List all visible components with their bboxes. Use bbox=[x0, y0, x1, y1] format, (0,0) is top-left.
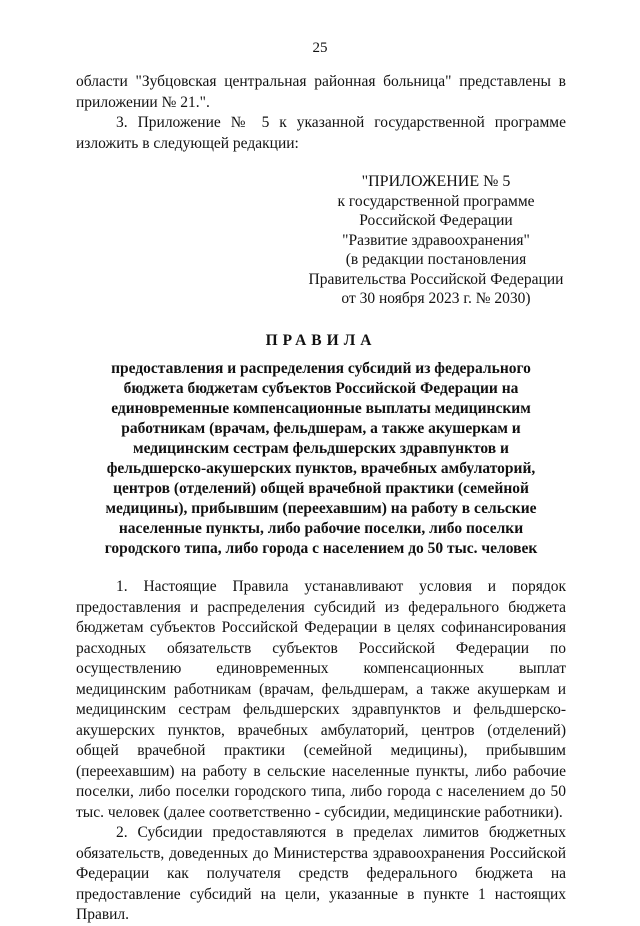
appendix-line-5: (в редакции постановления bbox=[345, 251, 527, 268]
appendix-line-2: к государственной программе bbox=[337, 192, 535, 210]
rules-paragraph-2: 2. Субсидии предоставляются в пределах лимитов бюджетных обязательств, доведенных до Министерства здравоохранения Российской Федерации как получателя средств федерального бюджета на предоставление субсидий на цели, указанные в пункте 1 настоящих Правил. bbox=[76, 824, 566, 923]
rules-subtitle: предоставления и распределения субсидий из федерального бюджета бюджетам субъектов Российской Федерации на единовременные компенсационные выплаты медицинским работникам (врачам, фельдшерам, а также акушеркам и медицинским сестрам фельдшерских здравпунктов и фельдшерско-акушерских пунктов, врачебных амбулаторий, центров (отделений) общей врачебной практики (семейной медицины), прибывшим (переехавшим) на работу в сельские населенные пункты, либо рабочие поселки, либо поселки городского типа, либо города с населением до 50 тыс. человек bbox=[104, 360, 538, 557]
intro-paragraph-2: 3. Приложение № 5 к указанной государственной программе изложить в следующей редакции: bbox=[76, 114, 566, 152]
intro-paragraph-1: области "Зубцовская центральная районная больница" представлены в приложении № 21.". bbox=[76, 73, 566, 111]
appendix-line-7: от 30 ноября 2023 г. № 2030) bbox=[341, 290, 531, 307]
appendix-header bbox=[306, 172, 566, 309]
rules-body bbox=[76, 577, 566, 926]
appendix-line-6: Правительства Российской Федерации bbox=[308, 270, 564, 288]
rules-title: ПРАВИЛА bbox=[265, 331, 377, 349]
document-content bbox=[76, 72, 566, 926]
appendix-line-3: Российской Федерации bbox=[359, 212, 513, 229]
page-number: 25 bbox=[312, 40, 328, 56]
appendix-line-4: "Развитие здравоохранения" bbox=[342, 231, 530, 249]
appendix-line-1: "ПРИЛОЖЕНИЕ № 5 bbox=[361, 173, 511, 190]
rules-paragraph-1: 1. Настоящие Правила устанавливают условия и порядок предоставления и распределения субсидий из федерального бюджета бюджетам субъектов Российской Федерации в целях софинансирования расходных обязательств субъектов Российской Федерации по осуществлению единовременных компенсационных выплат медицинским работникам (врачам, фельдшерам, а также акушеркам и медицинским сестрам фельдшерских здравпунктов и фельдшерско-акушерских пунктов, врачебных амбулаторий, центров (отделений) общей врачебной практики (семейной медицины), прибывшим (переехавшим) на работу в сельские населенные пункты, либо рабочие поселки, либо поселки городского типа, либо города с населением до 50 тыс. человек (далее соответственно - субсидии, медицинские работники). bbox=[76, 578, 566, 821]
